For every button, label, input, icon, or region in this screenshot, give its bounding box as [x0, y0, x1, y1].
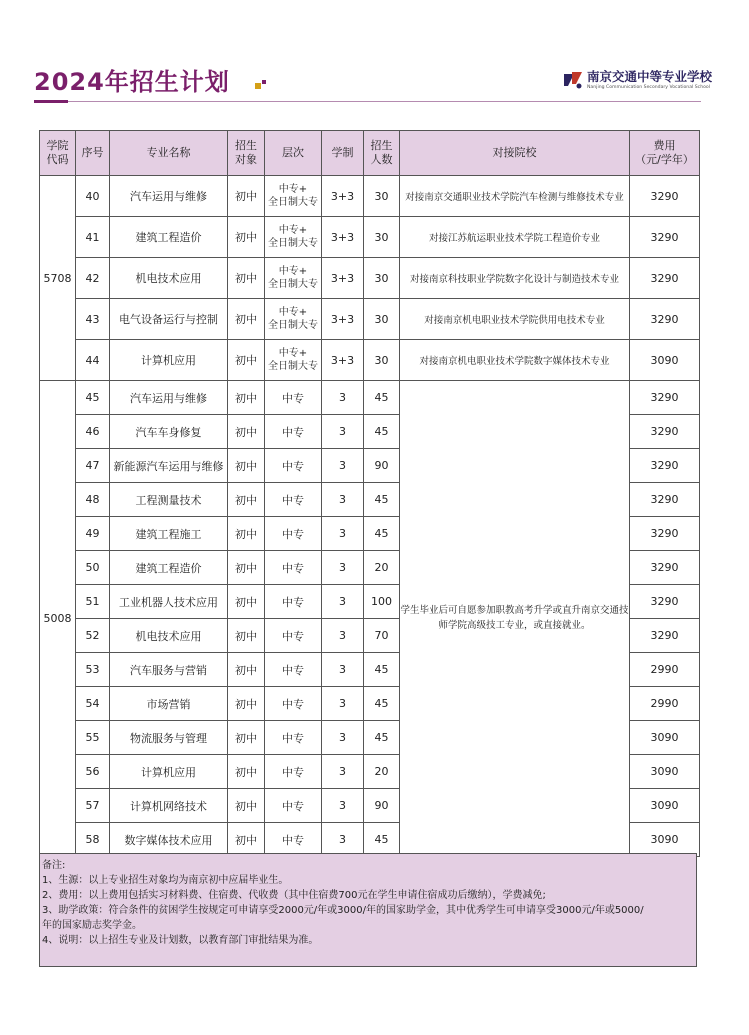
school-logo — [562, 66, 713, 96]
target-cell: 初中 — [228, 483, 265, 517]
years-cell: 3+3 — [322, 258, 364, 299]
years-cell: 3 — [322, 517, 364, 551]
count-cell: 45 — [364, 687, 400, 721]
years-cell: 3+3 — [322, 340, 364, 381]
fee-cell: 3090 — [630, 823, 700, 857]
years-cell: 3 — [322, 721, 364, 755]
serial-cell: 52 — [76, 619, 110, 653]
serial-cell: 53 — [76, 653, 110, 687]
years-cell: 3 — [322, 415, 364, 449]
fee-cell: 3290 — [630, 176, 700, 217]
major-name-cell: 电气设备运行与控制 — [110, 299, 228, 340]
count-cell: 20 — [364, 551, 400, 585]
major-name-cell: 汽车车身修复 — [110, 415, 228, 449]
note-line-5: 4、说明：以上招生专业及计划数，以教育部门审批结果为准。 — [42, 935, 319, 946]
fee-cell: 3290 — [630, 258, 700, 299]
note-line-3: 3、助学政策：符合条件的贫困学生按规定可申请享受2000元/年或3000/年的国家助学金，其中优秀学生可申请享受3000元/年或5000/ — [42, 905, 644, 916]
level-cell: 中专 — [265, 449, 322, 483]
count-cell: 45 — [364, 823, 400, 857]
count-cell: 45 — [364, 653, 400, 687]
years-cell: 3 — [322, 585, 364, 619]
major-name-cell: 机电技术应用 — [110, 619, 228, 653]
level-cell: 中专 — [265, 551, 322, 585]
years-cell: 3+3 — [322, 299, 364, 340]
years-cell: 3 — [322, 687, 364, 721]
target-cell: 初中 — [228, 585, 265, 619]
target-cell: 初中 — [228, 449, 265, 483]
fee-cell: 3090 — [630, 340, 700, 381]
table-row — [40, 299, 700, 340]
level-cell — [265, 217, 322, 258]
notes-panel — [39, 853, 697, 967]
level-line-2: 全日制大专 — [268, 361, 318, 372]
target-cell: 初中 — [228, 415, 265, 449]
fee-cell: 2990 — [630, 653, 700, 687]
serial-cell: 56 — [76, 755, 110, 789]
major-name-cell: 汽车运用与维修 — [110, 176, 228, 217]
serial-cell: 55 — [76, 721, 110, 755]
serial-cell: 46 — [76, 415, 110, 449]
page-title: 2024年招生计划 — [34, 68, 230, 96]
years-cell: 3 — [322, 755, 364, 789]
col-header-target: 招生 对象 — [228, 131, 265, 176]
fee-cell: 3290 — [630, 299, 700, 340]
count-cell: 30 — [364, 217, 400, 258]
partner-cell: 对接南京交通职业技术学院汽车检测与维修技术专业 — [400, 176, 630, 217]
years-cell: 3 — [322, 653, 364, 687]
level-cell: 中专 — [265, 381, 322, 415]
partner-cell: 对接南京科技职业学院数字化设计与制造技术专业 — [400, 258, 630, 299]
target-cell: 初中 — [228, 340, 265, 381]
count-cell: 20 — [364, 755, 400, 789]
college-code-cell: 5708 — [40, 176, 76, 381]
years-cell: 3+3 — [322, 217, 364, 258]
serial-cell: 45 — [76, 381, 110, 415]
target-cell: 初中 — [228, 517, 265, 551]
note-line-1: 1、生源：以上专业招生对象均为南京初中应届毕业生。 — [42, 875, 289, 886]
count-cell: 90 — [364, 449, 400, 483]
partner-cell: 对接南京机电职业技术学院供用电技术专业 — [400, 299, 630, 340]
target-cell: 初中 — [228, 721, 265, 755]
major-name-cell: 计算机网络技术 — [110, 789, 228, 823]
level-cell: 中专 — [265, 483, 322, 517]
fee-cell: 3290 — [630, 619, 700, 653]
level-line-2: 全日制大专 — [268, 320, 318, 331]
serial-cell: 58 — [76, 823, 110, 857]
major-name-cell: 汽车服务与营销 — [110, 653, 228, 687]
table-row — [40, 176, 700, 217]
count-cell: 70 — [364, 619, 400, 653]
note-line-2: 2、费用：以上费用包括实习材料费、住宿费、代收费（其中住宿费700元在学生申请住宿成功后缴纳），学费减免; — [42, 890, 546, 901]
years-cell: 3+3 — [322, 176, 364, 217]
partner-cell: 对接江苏航运职业技术学院工程造价专业 — [400, 217, 630, 258]
title-dot-purple — [262, 80, 266, 84]
major-name-cell: 工程测量技术 — [110, 483, 228, 517]
serial-cell: 41 — [76, 217, 110, 258]
major-name-cell: 市场营销 — [110, 687, 228, 721]
count-cell: 45 — [364, 721, 400, 755]
level-cell: 中专 — [265, 415, 322, 449]
serial-cell: 49 — [76, 517, 110, 551]
school-name-en: Nanjing Communication Secondary Vocational School — [587, 85, 710, 90]
major-name-cell: 建筑工程施工 — [110, 517, 228, 551]
college-code-cell: 5008 — [40, 381, 76, 857]
table-header-row — [40, 131, 700, 176]
major-name-cell: 工业机器人技术应用 — [110, 585, 228, 619]
target-cell: 初中 — [228, 176, 265, 217]
major-name-cell: 数字媒体技术应用 — [110, 823, 228, 857]
level-line-2: 全日制大专 — [268, 197, 318, 208]
col-header-no: 序号 — [76, 131, 110, 176]
years-cell: 3 — [322, 551, 364, 585]
years-cell: 3 — [322, 823, 364, 857]
count-cell: 30 — [364, 340, 400, 381]
level-line-1: 中专+ — [278, 307, 308, 318]
count-cell: 100 — [364, 585, 400, 619]
fee-cell: 3290 — [630, 585, 700, 619]
level-line-2: 全日制大专 — [268, 238, 318, 249]
table-row — [40, 258, 700, 299]
school-emblem-icon — [562, 68, 584, 90]
count-cell: 45 — [364, 381, 400, 415]
serial-cell: 50 — [76, 551, 110, 585]
col-header-code: 学院 代码 — [40, 131, 76, 176]
table-row — [40, 217, 700, 258]
table-row — [40, 381, 700, 415]
major-name-cell: 物流服务与管理 — [110, 721, 228, 755]
count-cell: 90 — [364, 789, 400, 823]
count-cell: 45 — [364, 415, 400, 449]
serial-cell: 47 — [76, 449, 110, 483]
fee-cell: 3290 — [630, 551, 700, 585]
fee-cell: 3290 — [630, 517, 700, 551]
level-cell: 中专 — [265, 687, 322, 721]
count-cell: 45 — [364, 483, 400, 517]
fee-cell: 2990 — [630, 687, 700, 721]
level-cell: 中专 — [265, 585, 322, 619]
count-cell: 45 — [364, 517, 400, 551]
page-header — [0, 0, 749, 110]
level-line-1: 中专+ — [278, 184, 308, 195]
serial-cell: 44 — [76, 340, 110, 381]
level-cell — [265, 258, 322, 299]
school-name-cn: 南京交通中等专业学校 — [587, 69, 713, 84]
fee-cell: 3290 — [630, 483, 700, 517]
serial-cell: 40 — [76, 176, 110, 217]
count-cell: 30 — [364, 299, 400, 340]
major-name-cell: 机电技术应用 — [110, 258, 228, 299]
fee-cell: 3290 — [630, 381, 700, 415]
fee-cell: 3090 — [630, 789, 700, 823]
header-divider-accent — [34, 100, 68, 103]
col-header-level: 层次 — [265, 131, 322, 176]
notes-heading: 备注: — [42, 860, 66, 871]
serial-cell: 51 — [76, 585, 110, 619]
serial-cell: 42 — [76, 258, 110, 299]
enrollment-table — [39, 130, 700, 857]
level-line-1: 中专+ — [278, 348, 308, 359]
major-name-cell: 建筑工程造价 — [110, 551, 228, 585]
level-line-1: 中专+ — [278, 266, 308, 277]
level-cell: 中专 — [265, 653, 322, 687]
partner-cell: 对接南京机电职业技术学院数字媒体技术专业 — [400, 340, 630, 381]
fee-cell: 3290 — [630, 217, 700, 258]
target-cell: 初中 — [228, 823, 265, 857]
target-cell: 初中 — [228, 299, 265, 340]
level-cell — [265, 340, 322, 381]
level-cell: 中专 — [265, 517, 322, 551]
col-header-count: 招生 人数 — [364, 131, 400, 176]
level-cell: 中专 — [265, 755, 322, 789]
count-cell: 30 — [364, 258, 400, 299]
years-cell: 3 — [322, 449, 364, 483]
col-header-years: 学制 — [322, 131, 364, 176]
serial-cell: 48 — [76, 483, 110, 517]
major-name-cell: 建筑工程造价 — [110, 217, 228, 258]
header-divider — [34, 101, 701, 102]
target-cell: 初中 — [228, 653, 265, 687]
serial-cell: 57 — [76, 789, 110, 823]
level-cell — [265, 299, 322, 340]
target-cell: 初中 — [228, 789, 265, 823]
years-cell: 3 — [322, 381, 364, 415]
col-header-major: 专业名称 — [110, 131, 228, 176]
level-cell: 中专 — [265, 823, 322, 857]
target-cell: 初中 — [228, 258, 265, 299]
target-cell: 初中 — [228, 551, 265, 585]
level-cell: 中专 — [265, 619, 322, 653]
years-cell: 3 — [322, 789, 364, 823]
level-cell — [265, 176, 322, 217]
fee-cell: 3090 — [630, 755, 700, 789]
fee-cell: 3290 — [630, 449, 700, 483]
major-name-cell: 新能源汽车运用与维修 — [110, 449, 228, 483]
fee-cell: 3090 — [630, 721, 700, 755]
col-header-partner: 对接院校 — [400, 131, 630, 176]
target-cell: 初中 — [228, 619, 265, 653]
title-dot-gold — [255, 83, 261, 89]
level-line-1: 中专+ — [278, 225, 308, 236]
major-name-cell: 计算机应用 — [110, 340, 228, 381]
level-cell: 中专 — [265, 789, 322, 823]
target-cell: 初中 — [228, 217, 265, 258]
target-cell: 初中 — [228, 755, 265, 789]
level-line-2: 全日制大专 — [268, 279, 318, 290]
years-cell: 3 — [322, 619, 364, 653]
table-row — [40, 340, 700, 381]
major-name-cell: 汽车运用与维修 — [110, 381, 228, 415]
note-line-4: 年的国家励志奖学金。 — [42, 920, 142, 931]
serial-cell: 43 — [76, 299, 110, 340]
major-name-cell: 计算机应用 — [110, 755, 228, 789]
level-cell: 中专 — [265, 721, 322, 755]
target-cell: 初中 — [228, 381, 265, 415]
count-cell: 30 — [364, 176, 400, 217]
years-cell: 3 — [322, 483, 364, 517]
target-cell: 初中 — [228, 687, 265, 721]
fee-cell: 3290 — [630, 415, 700, 449]
col-header-fee: 费用 （元/学年） — [630, 131, 700, 176]
serial-cell: 54 — [76, 687, 110, 721]
partner-shared-cell: 学生毕业后可自愿参加职教高考升学或直升南京交通技师学院高级技工专业，或直接就业。 — [400, 381, 630, 857]
